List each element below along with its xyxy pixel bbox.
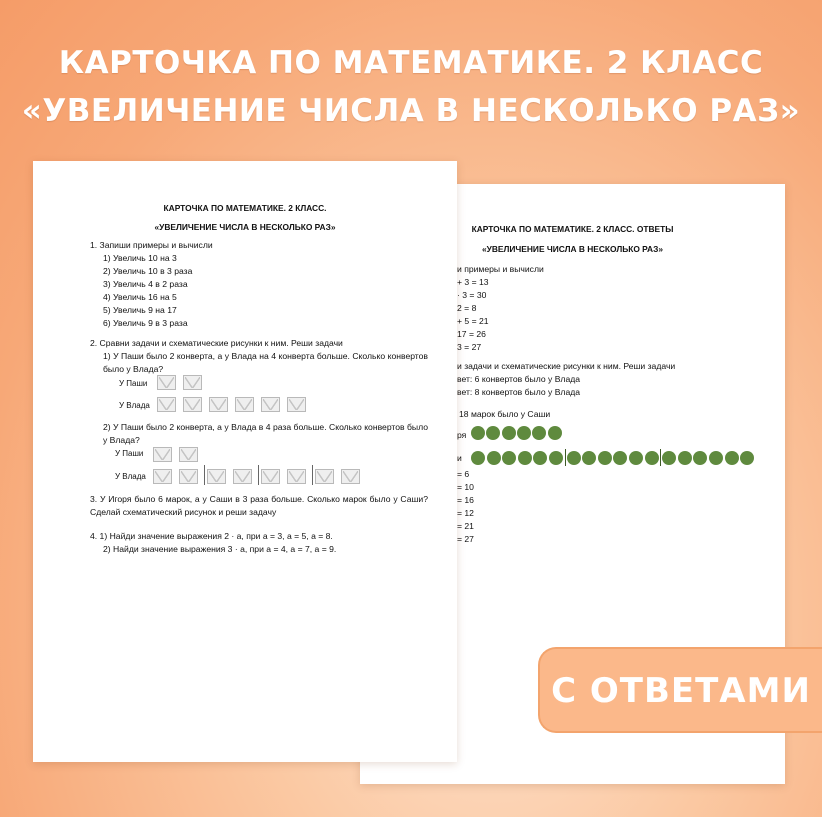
answer-line: + 3 = 13 bbox=[457, 277, 489, 287]
envelope-icon bbox=[157, 375, 176, 390]
envelope-icon bbox=[261, 469, 280, 484]
group-divider bbox=[204, 465, 205, 485]
group-divider bbox=[565, 449, 566, 466]
stamp-dot bbox=[725, 451, 739, 465]
with-answers-badge bbox=[538, 647, 822, 733]
answer-line: + 5 = 21 bbox=[457, 316, 489, 326]
answer-line: 3 = 27 bbox=[457, 342, 482, 352]
stamp-dot bbox=[502, 426, 516, 440]
stamp-dot bbox=[678, 451, 692, 465]
task4-line1: 4. 1) Найди значение выражения 2 · а, при а = 3, а = 5, а = 8. bbox=[90, 531, 333, 541]
task1-item: 2) Увеличь 10 в 3 раза bbox=[103, 266, 193, 276]
answers-task3-answer: 18 марок было у Саши bbox=[459, 409, 551, 419]
envelope-icon bbox=[233, 469, 252, 484]
card-subtitle: «УВЕЛИЧЕНИЕ ЧИСЛА В НЕСКОЛЬКО РАЗ» bbox=[154, 222, 336, 232]
stamp-dot bbox=[662, 451, 676, 465]
stamp-dot bbox=[567, 451, 581, 465]
envelope-icon bbox=[157, 397, 176, 412]
answer-line: = 16 bbox=[457, 495, 474, 505]
envelope-icon bbox=[261, 397, 280, 412]
task1-item: 4) Увеличь 16 на 5 bbox=[103, 292, 177, 302]
stamp-dot bbox=[487, 451, 501, 465]
envelope-icon bbox=[287, 397, 306, 412]
answer-line: · 3 = 30 bbox=[457, 290, 487, 300]
igor-label: ря bbox=[457, 430, 467, 440]
stamp-dot bbox=[486, 426, 500, 440]
sasha-label: и bbox=[457, 453, 462, 463]
stamp-dot bbox=[532, 426, 546, 440]
group-divider bbox=[312, 465, 313, 485]
stamp-dot bbox=[598, 451, 612, 465]
envelope-icon bbox=[315, 469, 334, 484]
envelope-icon bbox=[207, 469, 226, 484]
task1-item: 6) Увеличь 9 в 3 раза bbox=[103, 318, 188, 328]
card-title: КАРТОЧКА ПО МАТЕМАТИКЕ. 2 КЛАСС. bbox=[163, 203, 327, 213]
envelope-icon bbox=[209, 397, 228, 412]
task3-text: 3. У Игоря было 6 марок, а у Саши в 3 раза больше. Сколько марок было у Саши? Сделай схематический рисунок и реши задачу bbox=[90, 494, 428, 517]
stamp-dot bbox=[517, 426, 531, 440]
envelope-icon bbox=[179, 469, 198, 484]
answer-line: = 12 bbox=[457, 508, 474, 518]
answer-line: = 6 bbox=[457, 469, 470, 479]
stamp-dot bbox=[613, 451, 627, 465]
pasha-label: У Паши bbox=[119, 379, 148, 388]
stamp-dot bbox=[693, 451, 707, 465]
envelope-icon bbox=[153, 469, 172, 484]
task1-item: 5) Увеличь 9 на 17 bbox=[103, 305, 177, 315]
stamp-dot bbox=[518, 451, 532, 465]
stamp-dot bbox=[582, 451, 596, 465]
envelope-icon bbox=[153, 447, 172, 462]
pasha-label: У Паши bbox=[115, 449, 144, 458]
stamp-dot bbox=[533, 451, 547, 465]
answer-line: вет: 6 конвертов было у Влада bbox=[457, 374, 581, 384]
task1-item: 3) Увеличь 4 в 2 раза bbox=[103, 279, 188, 289]
stamp-dot bbox=[740, 451, 754, 465]
answer-line: 2 = 8 bbox=[457, 303, 477, 313]
envelope-icon bbox=[183, 375, 202, 390]
answer-line: = 10 bbox=[457, 482, 474, 492]
envelope-icon bbox=[179, 447, 198, 462]
task4-line2: 2) Найди значение выражения 3 · а, при а = 4, а = 7, а = 9. bbox=[103, 544, 337, 554]
task2-problem1: 1) У Паши было 2 конверта, а у Влада на 4 конверта больше. Сколько конвертов было у Влада? bbox=[103, 351, 428, 374]
stamp-dot bbox=[709, 451, 723, 465]
stamp-dot bbox=[645, 451, 659, 465]
stamp-dot bbox=[471, 451, 485, 465]
stamp-dot bbox=[471, 426, 485, 440]
group-divider bbox=[660, 449, 661, 466]
envelope-icon bbox=[235, 397, 254, 412]
envelope-icon bbox=[287, 469, 306, 484]
task-sheet bbox=[33, 161, 457, 762]
badge-label: С ОТВЕТАМИ bbox=[551, 671, 811, 711]
answers-task1-heading: и примеры и вычисли bbox=[457, 264, 544, 274]
task2-heading: 2. Сравни задачи и схематические рисунки к ним. Реши задачи bbox=[90, 338, 343, 348]
stamp-dot bbox=[548, 426, 562, 440]
banner-title-line2: «УВЕЛИЧЕНИЕ ЧИСЛА В НЕСКОЛЬКО РАЗ» bbox=[21, 93, 801, 129]
vlad-label: У Влада bbox=[115, 472, 146, 481]
task2-problem2: 2) У Паши было 2 конверта, а у Влада в 4 раза больше. Сколько конвертов было у Влада? bbox=[103, 422, 428, 445]
group-divider bbox=[258, 465, 259, 485]
answer-line: = 21 bbox=[457, 521, 474, 531]
answers-title: КАРТОЧКА ПО МАТЕМАТИКЕ. 2 КЛАСС. ОТВЕТЫ bbox=[471, 224, 674, 234]
banner-title-line1: КАРТОЧКА ПО МАТЕМАТИКЕ. 2 КЛАСС bbox=[58, 45, 764, 81]
stamp-dot bbox=[629, 451, 643, 465]
answer-line: вет: 8 конвертов было у Влада bbox=[457, 387, 581, 397]
stamp-dot bbox=[502, 451, 516, 465]
task1-item: 1) Увеличь 10 на 3 bbox=[103, 253, 177, 263]
envelope-icon bbox=[183, 397, 202, 412]
task1-heading: 1. Запиши примеры и вычисли bbox=[90, 240, 213, 250]
vlad-label: У Влада bbox=[119, 401, 150, 410]
answers-task2-heading: и задачи и схематические рисунки к ним. Реши задачи bbox=[457, 361, 676, 371]
stamp-dot bbox=[549, 451, 563, 465]
envelope-icon bbox=[341, 469, 360, 484]
answers-subtitle: «УВЕЛИЧЕНИЕ ЧИСЛА В НЕСКОЛЬКО РАЗ» bbox=[482, 244, 663, 254]
answer-line: = 27 bbox=[457, 534, 474, 544]
answer-line: 17 = 26 bbox=[457, 329, 486, 339]
